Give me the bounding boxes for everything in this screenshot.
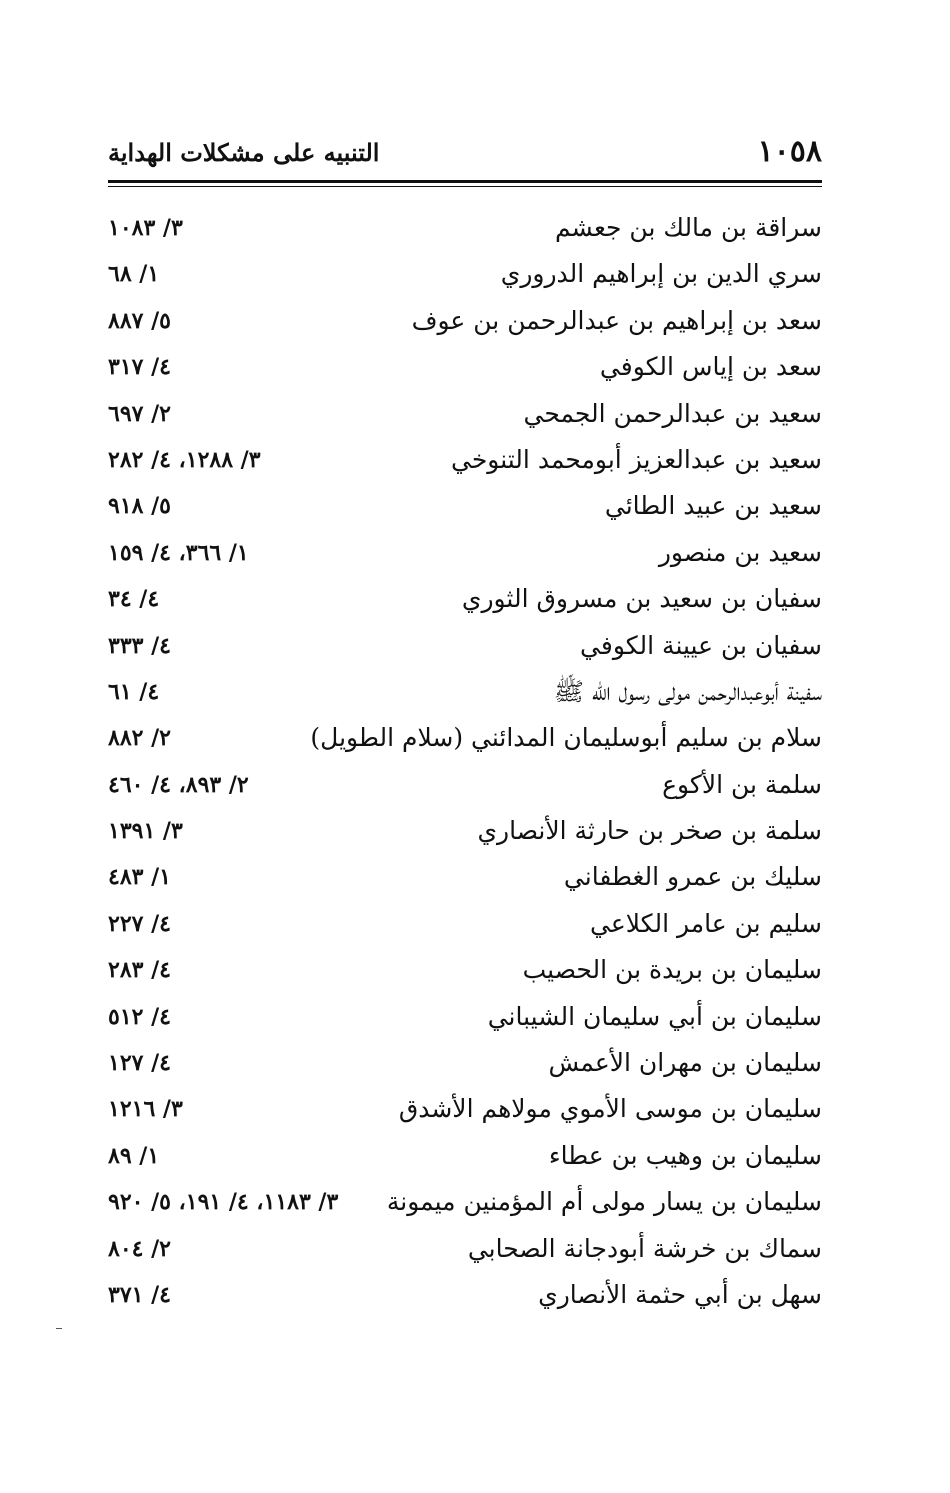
entry-name: سراقة بن مالك بن جعشم <box>555 213 822 242</box>
entry-reference: ٢/ ٨٩٣، ٤/ ٤٦٠ <box>108 771 249 798</box>
index-entry <box>108 902 822 948</box>
entry-name: سليمان بن يسار مولى أم المؤمنين ميمونة <box>386 1187 822 1217</box>
index-entry <box>108 1180 822 1226</box>
index-entry <box>108 531 822 577</box>
index-entry <box>108 252 822 298</box>
entry-reference: ٢/ ٨٨٢ <box>108 725 171 752</box>
entry-reference: ٤/ ٢٢٧ <box>108 910 171 937</box>
entry-reference: ٣/ ١٣٩١ <box>108 818 183 845</box>
index-entry <box>108 809 822 855</box>
entry-reference: ٥/ ٩١٨ <box>108 493 171 520</box>
entry-name: سليمان بن موسى الأموي مولاهم الأشدق <box>398 1094 822 1124</box>
entry-name: سماك بن خرشة أبودجانة الصحابي <box>467 1233 822 1263</box>
entry-name: سعيد بن عبيد الطائي <box>604 491 822 521</box>
entry-reference: ٤/ ٢٨٣ <box>108 957 171 984</box>
index-entry <box>108 1087 822 1133</box>
entry-name: سعيد بن منصور <box>658 537 822 567</box>
index-entry <box>108 1134 822 1180</box>
entry-name: سعد بن إياس الكوفي <box>599 352 822 382</box>
entry-name: سفيان بن عيينة الكوفي <box>580 630 822 660</box>
entry-reference: ٤/ ٦١ <box>108 678 160 705</box>
entry-reference: ٤/ ٣٧١ <box>108 1281 171 1308</box>
header-rule-thick <box>108 180 822 183</box>
entry-reference: ١/ ٨٩ <box>108 1142 160 1169</box>
book-title: التنبيه على مشكلات الهداية <box>108 138 380 167</box>
entry-name: سعيد بن عبدالعزيز أبومحمد التنوخي <box>451 444 822 474</box>
page-header <box>108 132 822 180</box>
entry-reference: ٤/ ٣٤ <box>108 586 160 613</box>
entry-name: سلمة بن صخر بن حارثة الأنصاري <box>477 816 822 846</box>
index-entry <box>108 763 822 809</box>
entry-name: سهل بن أبي حثمة الأنصاري <box>538 1279 822 1309</box>
entry-name: سليمان بن بريدة بن الحصيب <box>522 955 822 985</box>
entry-reference: ٤/ ٣١٧ <box>108 354 171 381</box>
margin-mark <box>56 1328 62 1329</box>
index-entry <box>108 299 822 345</box>
entry-name: سليمان بن مهران الأعمش <box>548 1048 822 1078</box>
entry-name: سليم بن عامر الكلاعي <box>590 908 822 938</box>
page-number: ١٠٥٨ <box>757 134 822 169</box>
entry-reference: ٣/ ١٢٨٨، ٤/ ٢٨٢ <box>108 446 261 473</box>
entry-name: سعد بن إبراهيم بن عبدالرحمن بن عوف <box>411 305 822 335</box>
entry-name: سري الدين بن إبراهيم الدروري <box>500 259 822 289</box>
entry-name: سلمة بن الأكوع <box>662 769 822 799</box>
index-entry <box>108 438 822 484</box>
entry-reference: ١/ ٦٨ <box>108 261 160 288</box>
entry-name: سفيان بن سعيد بن مسروق الثوري <box>461 584 822 614</box>
entry-reference: ٢/ ٦٩٧ <box>108 400 171 427</box>
entry-reference: ٣/ ١١٨٣، ٤/ ١٩١، ٥/ ٩٢٠ <box>108 1189 339 1216</box>
entry-reference: ٥/ ٨٨٧ <box>108 307 171 334</box>
index-entry <box>108 670 822 716</box>
index-entry <box>108 948 822 994</box>
header-rule-thin <box>108 186 822 187</box>
index-entry <box>108 624 822 670</box>
index-entry <box>108 855 822 901</box>
entry-reference: ٤/ ٥١٢ <box>108 1003 171 1030</box>
index-entry <box>108 345 822 391</box>
entry-name: سعيد بن عبدالرحمن الجمحي <box>523 398 822 428</box>
entry-reference: ٣/ ١٢١٦ <box>108 1096 183 1123</box>
index-entries <box>108 206 822 1319</box>
entry-name: سليمان بن أبي سليمان الشيباني <box>487 1001 822 1031</box>
index-entry <box>108 716 822 762</box>
index-entry <box>108 206 822 252</box>
entry-reference: ٤/ ١٢٧ <box>108 1050 171 1077</box>
index-entry <box>108 577 822 623</box>
entry-name: سليمان بن وهيب بن عطاء <box>548 1140 822 1170</box>
entry-reference: ١/ ٤٨٣ <box>108 864 171 891</box>
index-entry <box>108 995 822 1041</box>
index-entry <box>108 1273 822 1319</box>
index-entry <box>108 392 822 438</box>
entry-name: سفينة أبوعبدالرحمن مولى رسول اللّٰه ﷺ <box>553 676 822 706</box>
entry-name: سلام بن سليم أبوسليمان المدائني (سلام الطويل) <box>310 723 822 753</box>
index-entry <box>108 484 822 530</box>
index-entry <box>108 1041 822 1087</box>
index-entry <box>108 1227 822 1273</box>
entry-reference: ٢/ ٨٠٤ <box>108 1235 171 1262</box>
entry-reference: ١/ ٣٦٦، ٤/ ١٥٩ <box>108 539 249 566</box>
entry-name: سليك بن عمرو الغطفاني <box>563 862 822 892</box>
entry-reference: ٤/ ٣٣٣ <box>108 632 171 659</box>
entry-reference: ٣/ ١٠٨٣ <box>108 215 183 241</box>
